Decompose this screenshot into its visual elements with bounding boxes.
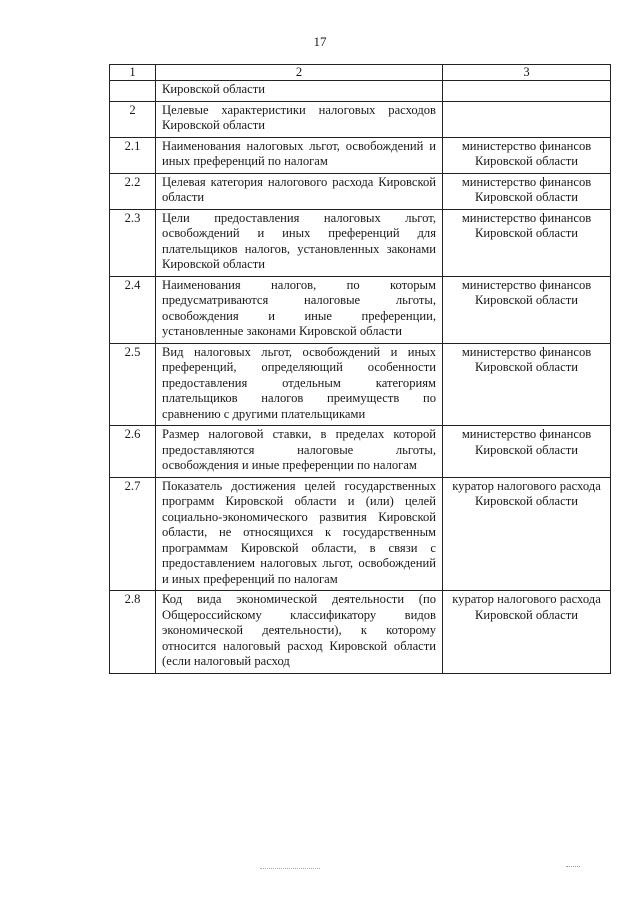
row-text: Наименования налоговых льгот, освобождений и иных преференций по налогам [156, 137, 443, 173]
header-col-3: 3 [443, 65, 611, 81]
row-text: Цели предоставления налоговых льгот, освобождений и иных преференций для плательщиков налогов, установленных законами Кировской области [156, 209, 443, 276]
table-row [110, 137, 611, 173]
row-number: 2.7 [110, 477, 156, 591]
row-responsible [443, 81, 611, 102]
row-responsible [443, 101, 611, 137]
row-responsible: министерство финансов Кировской области [443, 276, 611, 343]
table-row [110, 101, 611, 137]
scan-artifact [260, 868, 320, 871]
table-row [110, 81, 611, 102]
row-text: Размер налоговой ставки, в пределах которой предоставляются налоговые льготы, освобождения и иные преференции по налогам [156, 426, 443, 478]
row-number: 2.8 [110, 591, 156, 674]
tax-expenditure-table [109, 64, 611, 674]
header-col-2: 2 [156, 65, 443, 81]
row-responsible: министерство финансов Кировской области [443, 173, 611, 209]
row-number: 2.6 [110, 426, 156, 478]
row-number [110, 81, 156, 102]
table-row [110, 276, 611, 343]
row-responsible: министерство финансов Кировской области [443, 426, 611, 478]
table-row [110, 343, 611, 426]
row-responsible: куратор налогового расхода Кировской области [443, 477, 611, 591]
page-number: 17 [313, 34, 327, 49]
row-text: Вид налоговых льгот, освобождений и иных преференций, определяющий особенности предоставления отдельным категориям плательщиков налогов преимуществ по сравнению с другими плательщиками [156, 343, 443, 426]
row-text: Целевая категория налогового расхода Кировской области [156, 173, 443, 209]
scan-artifact [566, 866, 580, 869]
table-row [110, 591, 611, 674]
row-text: Целевые характеристики налоговых расходов Кировской области [156, 101, 443, 137]
table-row [110, 209, 611, 276]
row-number: 2.1 [110, 137, 156, 173]
row-text: Код вида экономической деятельности (по Общероссийскому классификатору видов экономической деятельности), к которому относится налоговый расход Кировской области (если налоговый расход [156, 591, 443, 674]
row-text: Кировской области [156, 81, 443, 102]
row-responsible: куратор налогового расхода Кировской области [443, 591, 611, 674]
row-number: 2.5 [110, 343, 156, 426]
table-header-row [110, 65, 611, 81]
row-number: 2.4 [110, 276, 156, 343]
row-text: Наименования налогов, по которым предусматриваются налоговые льготы, освобождения и иные преференции, установленные законами Кировской области [156, 276, 443, 343]
header-col-1: 1 [110, 65, 156, 81]
row-number: 2.3 [110, 209, 156, 276]
table-row [110, 426, 611, 478]
table-row [110, 173, 611, 209]
row-responsible: министерство финансов Кировской области [443, 137, 611, 173]
row-number: 2.2 [110, 173, 156, 209]
row-responsible: министерство финансов Кировской области [443, 343, 611, 426]
row-responsible: министерство финансов Кировской области [443, 209, 611, 276]
row-text: Показатель достижения целей государственных программ Кировской области и (или) целей социально-экономического развития Кировской области, не относящихся к государственным программам Кировской области, в связи с предоставлением налоговых льгот, освобождений и иных преференций по налогам [156, 477, 443, 591]
row-number: 2 [110, 101, 156, 137]
table-row [110, 477, 611, 591]
